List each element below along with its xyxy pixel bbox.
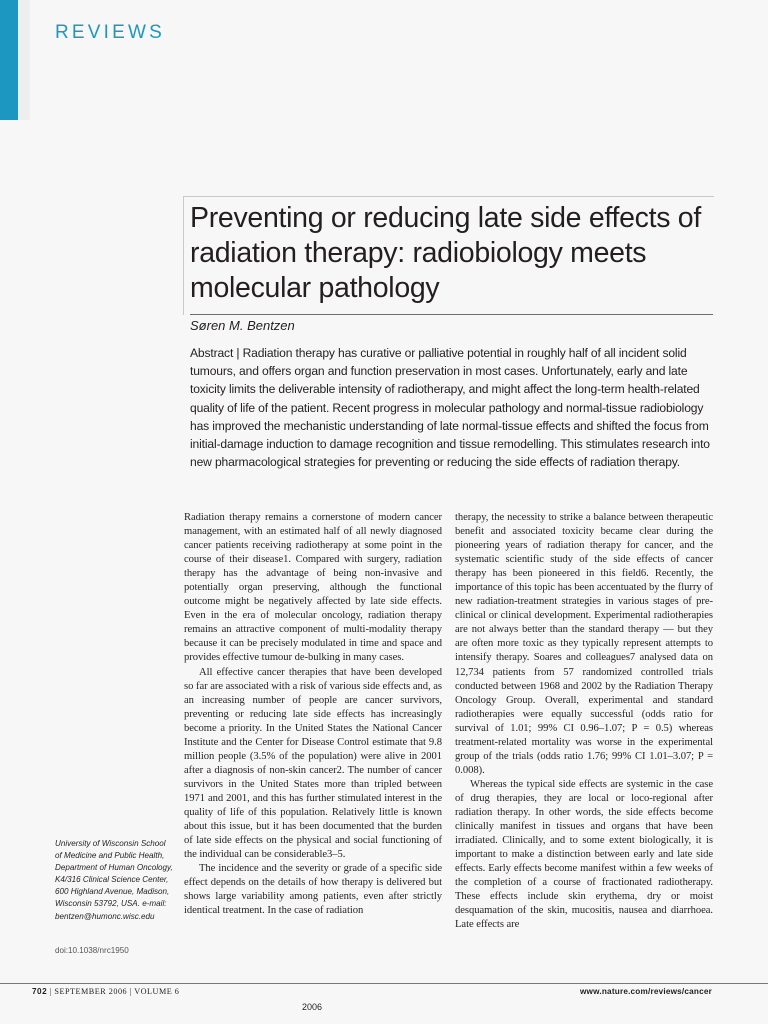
body-paragraph: The incidence and the severity or grade of a specific side effect depends on the details of how therapy is delivered but shows large variability among patients, even after strictly identical treatment. In the case of radiation [184, 863, 442, 917]
body-paragraph: Radiation therapy remains a cornerstone of modern cancer management, with an estimated half of all newly diagnosed cancer patients receiving radiotherapy at some point in the course of their disease1. Compared with surgery, radiation therapy has the advantage of being non-invasive and potentially organ preserving, although the functional outcome might be negatively affected by late side effects. Even in the era of molecular oncology, radiation therapy remains an attractive component of multi-modality therapy because it can be precisely modulated in time and space and provides effective tumour de-bulking in many cases. [184, 512, 442, 664]
issue-info: | SEPTEMBER 2006 | VOLUME 6 [47, 987, 180, 996]
doi: doi:10.1038/nrc1950 [55, 946, 129, 955]
journal-url[interactable]: www.nature.com/reviews/cancer [579, 987, 712, 996]
footer-rule [0, 983, 768, 984]
body-column-left [184, 511, 442, 918]
body-column-right [455, 511, 713, 932]
section-label: REVIEWS [55, 22, 166, 43]
section-accent-shadow [18, 0, 30, 120]
section-accent-bar [0, 0, 18, 120]
body-paragraph: All effective cancer therapies that have been developed so far are associated with a risk of various side effects and, as an increasing number of people are cancer survivors, preventing or reducing late side effects has increasingly become a priority. In the United States the National Cancer Institute and the Center for Disease Control estimate that 9.8 million people (3.5% of the population) were alive in 2001 after a diagnosis of non-skin cancer2. The number of cancer survivors in the United States more than tripled between 1971 and 2001, and this has further stimulated interest in the quality of life of this population. Relatively little is known about this issue, but it has been documented that the burden of late side effects on the physical and social functioning of the individual can be considerable3–5. [184, 666, 442, 861]
author-name: Søren M. Bentzen [190, 318, 295, 333]
page-number: 702 [32, 987, 48, 996]
article-title: Preventing or reducing late side effects of radiation therapy: radiobiology meets molecular pathology [190, 202, 701, 304]
author-affiliation: University of Wisconsin School of Medicine and Public Health, Department of Human Oncology, K4/316 Clinical Science Center, 600 Highland Avenue, Madison, Wisconsin 53792, USA. e-mail: bentzen@humonc.wisc.edu [55, 839, 173, 921]
title-rule [190, 314, 713, 315]
footer-page-info [32, 987, 179, 996]
bottom-year: 2006 [302, 1002, 323, 1012]
body-paragraph: therapy, the necessity to strike a balance between therapeutic benefit and associated toxicity became clear during the pioneering years of radiation therapy for cancer, and the systematic scientific study of the side effects of cancer therapy has been pioneered in this field6. Recently, the importance of this topic has been accentuated by the flurry of new radiation-treatment strategies in various stages of pre-clinical or clinical development. Experimental radiotherapies are not always better than the standard therapy — but they are often more toxic as they typically represent attempts to intensify therapy. Soares and colleagues7 analysed data on 12,734 patients from 57 randomized controlled trials conducted between 1968 and 2002 by the Radiation Therapy Oncology Group. Overall, experimental and standard radiotherapies were equally successful (odds ratio for survival of 1.01; 99% CI 0.96–1.07; P = 0.5) whereas treatment-related mortality was worse in the experimental group of the trials (odds ratio 1.76; 99% CI 1.01–3.07; P = 0.008). [455, 512, 713, 776]
abstract: Abstract | Radiation therapy has curative or palliative potential in roughly half of all incident solid tumours, and offers organ and function preservation in most cases. Unfortunately, early and late toxicity limits the deliverable intensity of radiotherapy, and might affect the long-term health-related quality of life of the patient. Recent progress in molecular pathology and normal-tissue radiobiology has improved the mechanistic understanding of late normal-tissue effects and shifted the focus from initial-damage induction to damage recognition and tissue remodelling. This stimulates research into new pharmacological strategies for preventing or reducing the side effects of radiation therapy. [190, 346, 710, 470]
body-paragraph: Whereas the typical side effects are systemic in the case of drug therapies, they are local or loco-regional after radiation therapy. In other words, the side effects become clinically manifest in tissues and organs that have been irradiated. Clinically, and to some extent biologically, it is important to make a distinction between early and late side effects. Early effects become manifest within a few weeks of the completion of a course of fractionated radiotherapy. These effects include skin erythema, dry or moist desquamation of the skin, mucositis, nausea and diarrhoea. Late effects are [455, 778, 713, 931]
